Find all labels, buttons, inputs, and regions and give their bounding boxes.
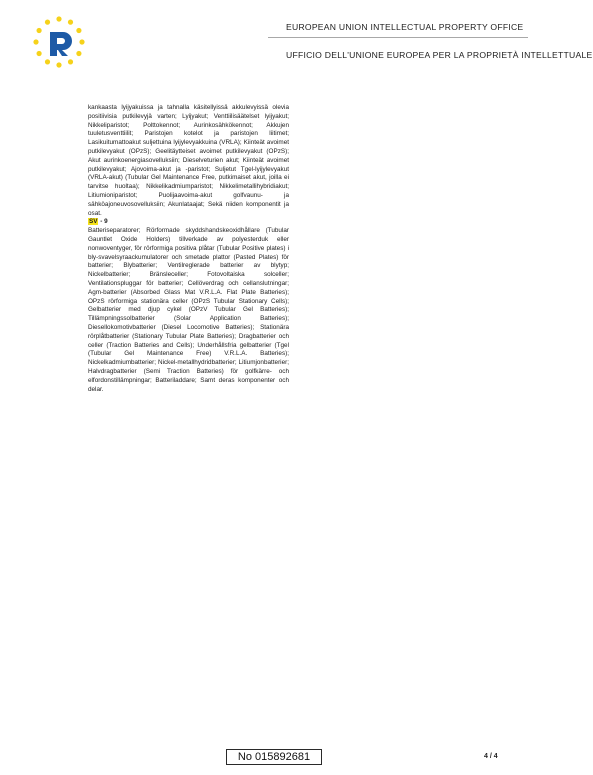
swedish-section-heading [88, 218, 289, 227]
registration-number-box: No 015892681 [226, 749, 322, 765]
euipo-logo [31, 14, 87, 70]
page-number: 4 / 4 [484, 753, 498, 760]
header-divider [268, 37, 528, 38]
finnish-goods-text: kankaasta lyijyakuissa ja tahnalla käsitellyissä akkulevyissä olevia positiivisia putkilevyjä varten; Lyijyakut; Venttiilisäätelset lyijyakut; Nikkeliparistot; Polttokennot; Aurinkosähkökennot; Akkujen tuuletusventtiilit; Paristojen kotelot ja paristojen liitimet; Lasikuitumattoakut suljettuina lyijylevyakkuina (VRLA); Kiinteät avoimet putkilevyakut (OPzS); Geelitäytteiset avoimet putkilevyakut (OPzS); Akut aurinkoenergiasovelluksiin; Dieselveturien akut; Kiinteät avoimet putkilevyakut; Ajovoima-akut ja -paristot; Suljetut Tgel-lyijylevyakut (VRLA-akut) (Tubular Gel Maintenance Free, putkimaiset akut, joilla ei tarvitse huoltaa); Nikkelikadmiumparistot; Nikkelimetallihybridiakut; Litiumioniparistot; Puolijaavoima-akut golfvaunu- ja sähköajoneuvosovelluksiin; Akunlataajat; Sekä niiden komponentit ja osat. [88, 104, 289, 217]
office-name-en: EUROPEAN UNION INTELLECTUAL PROPERTY OFFICE [286, 22, 524, 32]
office-name-it: UFFICIO DELL'UNIONE EUROPEA PER LA PROPRIETÀ INTELLETTUALE [286, 50, 593, 60]
goods-description [88, 104, 289, 394]
language-code-highlight: SV [89, 218, 98, 226]
heading-separator: - [98, 218, 105, 226]
class-number: 9 [104, 218, 108, 226]
swedish-goods-text: Batteriseparatorer; Rörformade skyddshandskeoxidhållare (Tubular Gauntlet Oxide Holders) tillverkade av polyesterduk eller nonwoventyger, för rörformiga positiva plåtar (Tubular Positive plates) i bly-svavelsyraackumulatorer och smetade plattor (Pasted Plates) för batterier; Blybatterier; Ventilreglerade batterier av blytyp; Nickelbatterier; Bränsleceller; Fotovoltaiska solceller; Ventilationspluggar för batterier; Cellöverdrag och cellanslutningar; Agm-batterier (Absorbed Glass Mat V.R.L.A. Flat Plate Batteries); OPzS rörformiga stationära celler (OPzS Tubular Stationary Cells); Gelbatterier med djup cykel (OPzV Tubular Gel Batteries); Tillämpningssolbatterier (Solar Application Batteries); Diesellokomotivbatterier (Diesel Locomotive Batteries); Stationära rörplåtbatterier (Stationary Tubular Plate Batteries); Dragbatterier och celler (Traction Batteries and Cells); Underhållsfria gelbatterier (Tgel (Tubular Gel Maintenance Free) V.R.L.A. Batteries); Nickelkadmiumbatterier; Nickel-metallhydridbatterier; Litiumjonbatterier; Halvdragbatterier (Semi Traction Batteries) för golfkärre- och elfordonstillämpningar; Batteriladdare; Samt deras komponenter och delar. [88, 227, 289, 393]
